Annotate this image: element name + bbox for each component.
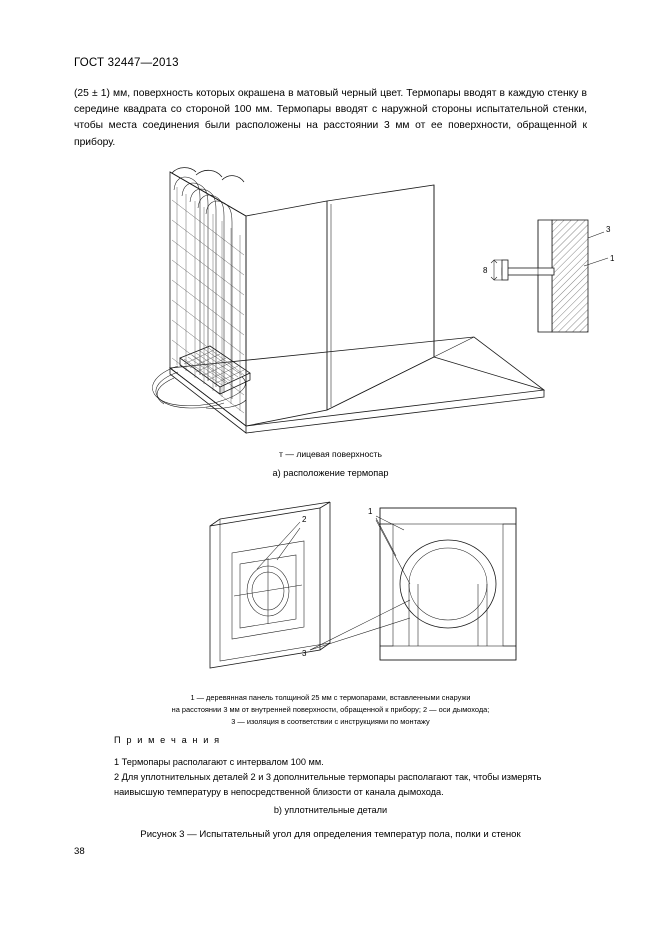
standard-header: ГОСТ 32447—2013	[74, 57, 179, 69]
panel-label-3: 3	[302, 649, 307, 658]
figure-3a-drawing	[74, 160, 615, 450]
figure-3	[74, 160, 615, 850]
figure-3a-caption: а) расположение термопар	[272, 468, 389, 478]
detail-dimension-8: 8	[483, 266, 488, 275]
panel-label-1: 1	[368, 507, 373, 516]
figure-3b-legend-line-2: на расстоянии 3 мм от внутренней поверхности, обращенной к прибору; 2 — оси дымохода;	[171, 705, 490, 714]
notes-title: П р и м е ч а н и я	[114, 735, 221, 745]
figure-3b-drawing	[74, 500, 587, 690]
note-1: 1 Термопары располагают с интервалом 100 мм.	[114, 757, 324, 767]
figure-3b-caption: b) уплотнительные детали	[273, 805, 388, 815]
panel-label-2: 2	[302, 515, 307, 524]
figure-3b-legend-line-1: 1 — деревянная панель толщиной 25 мм с термопарами, вставленными снаружи	[190, 693, 471, 702]
detail-label-1: 1	[610, 254, 615, 263]
page-number: 38	[74, 846, 85, 857]
figure-3-caption: Рисунок 3 — Испытательный угол для определения температур пола, полки и стенок	[140, 829, 521, 840]
note-2: 2 Для уплотнительных деталей 2 и 3 дополнительные термопары располагают так, чтобы измерять наивысшую температуру в непосредственной близости от канала дымохода.	[114, 772, 542, 797]
figure-3b-legend-line-3: 3 — изоляция в соответствии с инструкциями по монтажу	[231, 717, 430, 726]
figure-3a-legend: т — лицевая поверхность	[279, 449, 382, 459]
body-paragraph: (25 ± 1) мм, поверхность которых окрашена в матовый черный цвет. Термопары вводят в каждую стенку в середине квадрата со стороной 100 мм. Термопары вводят с наружной стороны испытательной стенки, чтобы места соединения были расположены на расстоянии 3 мм от ее поверхности, обращенной к прибору.	[74, 88, 587, 148]
detail-label-3: 3	[606, 225, 611, 234]
